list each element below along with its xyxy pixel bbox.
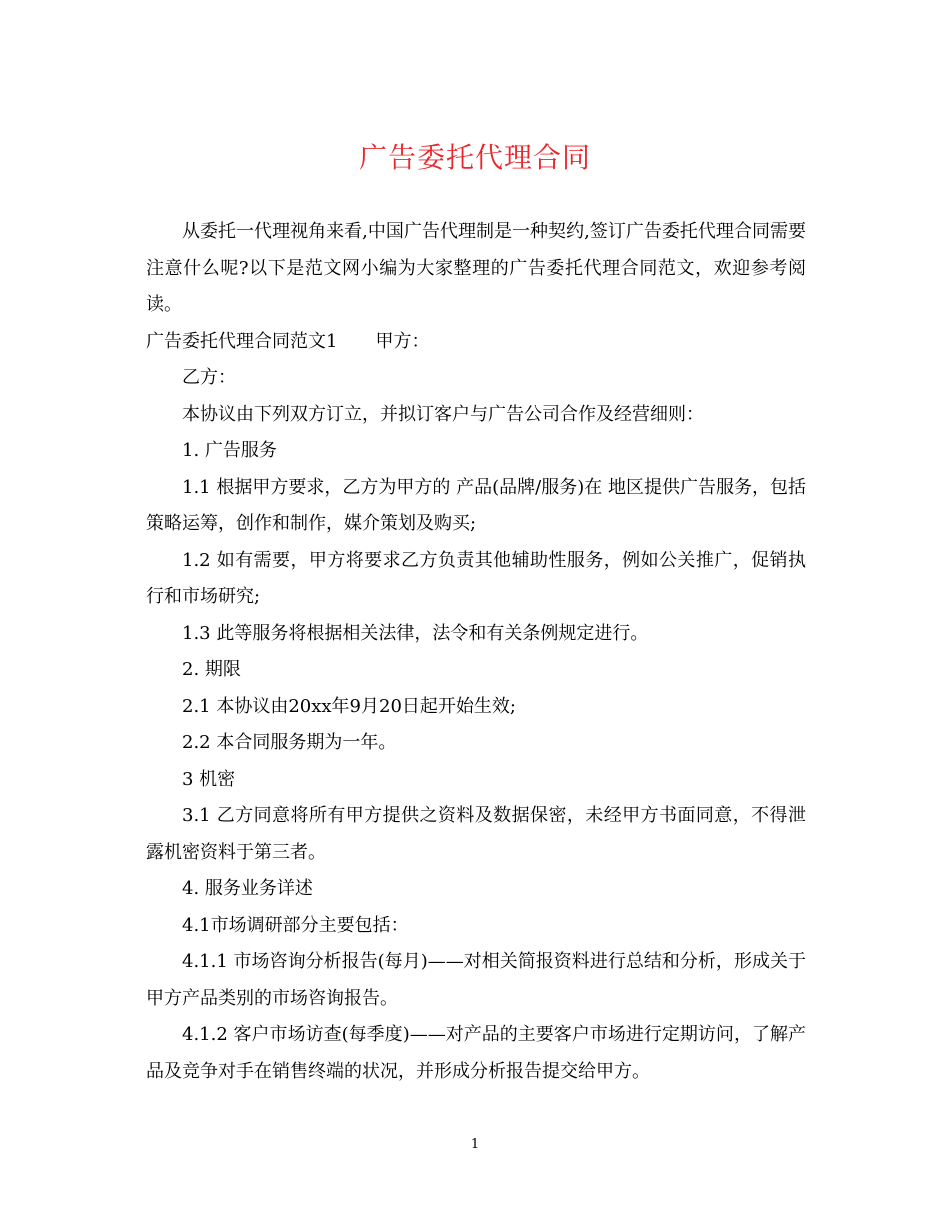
sample-heading-line: [146, 324, 806, 361]
document-body: [146, 214, 806, 1090]
section-heading-3: 3 机密: [182, 768, 236, 790]
section-heading-1: 1. 广告服务: [182, 440, 277, 461]
clause-1-3: 1.3 此等服务将根据相关法律，法令和有关条例规定进行。: [182, 622, 649, 644]
clause-2-2: 2.2 本合同服务期为一年。: [182, 732, 397, 753]
clause-3-1: 3.1 乙方同意将所有甲方提供之资料及数据保密，未经甲方书面同意，不得泄露机密资料于第三者。: [146, 805, 806, 863]
clause-1-1: 1.1 根据甲方要求，乙方为甲方的 产品(品牌/服务)在 地区提供广告服务，包括策略运筹，创作和制作，媒介策划及购买;: [146, 476, 806, 534]
party-b-label: 乙方：: [182, 367, 236, 388]
clause-1-2: 1.2 如有需要，甲方将要求乙方负责其他辅助性服务，例如公关推广，促销执行和市场研究;: [146, 549, 806, 607]
preamble-paragraph: 本协议由下列双方订立，并拟订客户与广告公司合作及经营细则：: [182, 403, 704, 425]
party-a-label: 甲方：: [375, 330, 430, 352]
document-title: 广告委托代理合同: [358, 141, 591, 174]
sample-heading: 广告委托代理合同范文1: [146, 330, 338, 352]
clause-4-1-2: 4.1.2 客户市场访查(每季度)——对产品的主要客户市场进行定期访问，了解产品及竞争对手在销售终端的状况，并形成分析报告提交给甲方。: [146, 1024, 806, 1082]
section-heading-4: 4. 服务业务详述: [182, 878, 313, 899]
page-number: 1: [470, 1137, 480, 1152]
section-heading-2: 2. 期限: [182, 659, 241, 680]
clause-2-1: 2.1 本协议由20xx年9月20日起开始生效;: [182, 695, 516, 717]
clause-4-1: 4.1市场调研部分主要包括：: [182, 914, 409, 936]
clause-4-1-1: 4.1.1 市场咨询分析报告(每月)——对相关简报资料进行总结和分析，形成关于甲方产品类别的市场咨询报告。: [146, 951, 806, 1009]
intro-paragraph: 从委托一代理视角来看,中国广告代理制是一种契约,签订广告委托代理合同需要注意什么呢?以下是范文网小编为大家整理的广告委托代理合同范文，欢迎参考阅读。: [146, 221, 806, 315]
